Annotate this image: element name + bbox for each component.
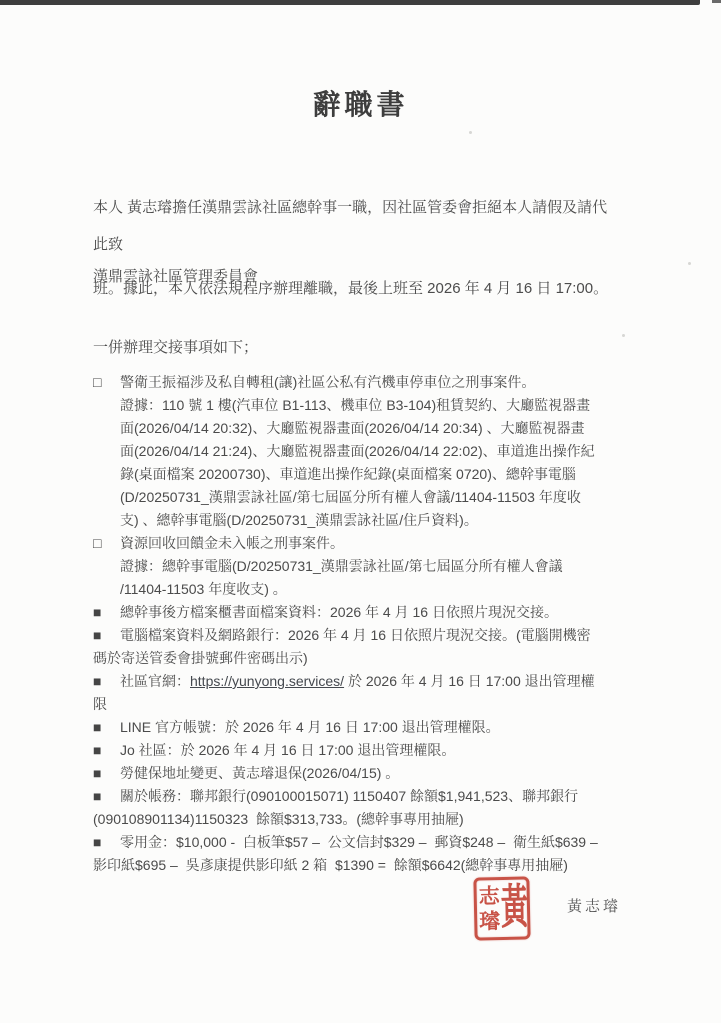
handover-line bbox=[93, 785, 668, 808]
handover-line-text: 資源回收回饋金未入帳之刑事案件。 bbox=[120, 535, 344, 551]
handover-line bbox=[93, 762, 668, 785]
handover-line bbox=[93, 831, 668, 854]
handover-line-text: 警衛王振福涉及私自轉租(讓)社區公私有汽機車停車位之刑事案件。 bbox=[120, 374, 536, 390]
handover-line bbox=[93, 624, 668, 647]
filled-square-icon: ■ bbox=[93, 604, 102, 620]
handover-line-text: 電腦檔案資料及網路銀行：2026 年 4 月 16 日依照片現況交接。(電腦開機密 bbox=[120, 627, 591, 643]
handover-line-text: 勞健保地址變更、黃志璿退保(2026/04/15) 。 bbox=[120, 765, 400, 781]
scanner-edge-artifact bbox=[0, 0, 700, 5]
evidence-line: 證據：總幹事電腦(D/20250731_漢鼎雲詠社區/第七屆區分所有權人會議 bbox=[120, 558, 563, 574]
empty-checkbox-icon: □ bbox=[93, 374, 102, 390]
handover-line bbox=[93, 670, 668, 693]
handover-line-text: 關於帳務：聯邦銀行(090100015071) 1150407 餘額$1,941,523、聯邦銀行 bbox=[120, 788, 579, 804]
filled-square-icon: ■ bbox=[93, 765, 102, 781]
handover-items-list bbox=[93, 371, 668, 877]
filled-square-icon: ■ bbox=[93, 788, 102, 804]
scan-speck bbox=[688, 262, 691, 265]
community-website-link: https://yunyong.services/ bbox=[190, 673, 345, 689]
scan-speck bbox=[469, 131, 472, 134]
filled-square-icon: ■ bbox=[93, 742, 102, 758]
handover-line-continuation: (090108901134)1150323 餘額$313,733。(總幹事專用抽屜) bbox=[93, 811, 464, 827]
handover-intro: 一併辦理交接事項如下； bbox=[93, 339, 259, 356]
handover-line-text: LINE 官方帳號：於 2026 年 4 月 16 日 17:00 退出管理權限。 bbox=[120, 719, 500, 735]
seal-script-character: 璿 bbox=[479, 909, 501, 933]
salutation: 此致 bbox=[93, 236, 124, 253]
filled-square-icon: ■ bbox=[93, 719, 102, 735]
evidence-line: 證據：110 號 1 樓(汽車位 B1-113、機車位 B3-104)租賃契約、大廳監視器畫 bbox=[120, 397, 591, 413]
seal-column-right bbox=[501, 881, 527, 936]
empty-checkbox-icon: □ bbox=[93, 535, 102, 551]
handover-line-text: 於 2026 年 4 月 16 日 17:00 退出管理權 bbox=[344, 673, 595, 689]
handover-line bbox=[93, 716, 668, 739]
handover-line-text: 零用金：$10,000 - 白板筆$57 – 公文信封$329 – 郵資$248 – 衛生紙$639 – bbox=[120, 834, 598, 850]
handover-line-continuation: 碼於寄送管委會掛號郵件密碼出示) bbox=[93, 650, 308, 666]
recipient-committee: 漢鼎雲詠社區管理委員會 bbox=[93, 268, 259, 285]
signature-seal bbox=[473, 876, 530, 940]
signature-name: 黃志璿 bbox=[567, 898, 622, 915]
evidence-line: 錄(桌面檔案 20200730)、車道進出操作紀錄(桌面檔案 0720)、總幹事電腦 bbox=[120, 466, 576, 482]
handover-line-continuation: 影印紙$695 – 吳彥康提供影印紙 2 箱 $1390 = 餘額$6642(總幹事專用抽屜) bbox=[93, 857, 568, 873]
handover-line bbox=[93, 371, 668, 394]
seal-script-character: 黃 bbox=[500, 880, 529, 934]
opening-paragraph-line-1: 本人 黃志璿擔任漢鼎雲詠社區總幹事一職，因社區管委會拒絕本人請假及請代 bbox=[93, 199, 608, 216]
opening-paragraph-line-2: 班。據此，本人依法規程序辦理離職，最後上班至 2026 年 4 月 16 日 17:00。 bbox=[93, 280, 609, 297]
evidence-line: 面(2026/04/14 21:24)、大廳監視器畫面(2026/04/14 22:02)、車道進出操作紀 bbox=[120, 443, 595, 459]
filled-square-icon: ■ bbox=[93, 673, 102, 689]
handover-line bbox=[93, 601, 668, 624]
filled-square-icon: ■ bbox=[93, 834, 102, 850]
handover-line bbox=[93, 532, 668, 555]
document-title: 辭職書 bbox=[312, 89, 409, 120]
handover-line bbox=[93, 739, 668, 762]
scanner-edge-artifact-corner bbox=[712, 0, 721, 3]
handover-line-text: Jo 社區：於 2026 年 4 月 16 日 17:00 退出管理權限。 bbox=[120, 742, 456, 758]
handover-line-text: 總幹事後方檔案櫃書面檔案資料：2026 年 4 月 16 日依照片現況交接。 bbox=[120, 604, 558, 620]
evidence-line: 支) 、總幹事電腦(D/20250731_漢鼎雲詠社區/住戶資料)。 bbox=[120, 512, 478, 528]
evidence-line: (D/20250731_漢鼎雲詠社區/第七屆區分所有權人會議/11404-11503 年度收 bbox=[120, 489, 581, 505]
filled-square-icon: ■ bbox=[93, 627, 102, 643]
seal-script-character: 志 bbox=[478, 884, 500, 908]
handover-line-text: 社區官網： bbox=[120, 673, 190, 689]
seal-column-left bbox=[476, 882, 502, 937]
evidence-line: 面(2026/04/14 20:32)、大廳監視器畫面(2026/04/14 20:34) 、大廳監視器畫 bbox=[120, 420, 585, 436]
handover-line-continuation: 限 bbox=[93, 696, 107, 712]
evidence-line: /11404-11503 年度收支) 。 bbox=[120, 581, 287, 597]
opening-paragraph bbox=[93, 140, 653, 356]
